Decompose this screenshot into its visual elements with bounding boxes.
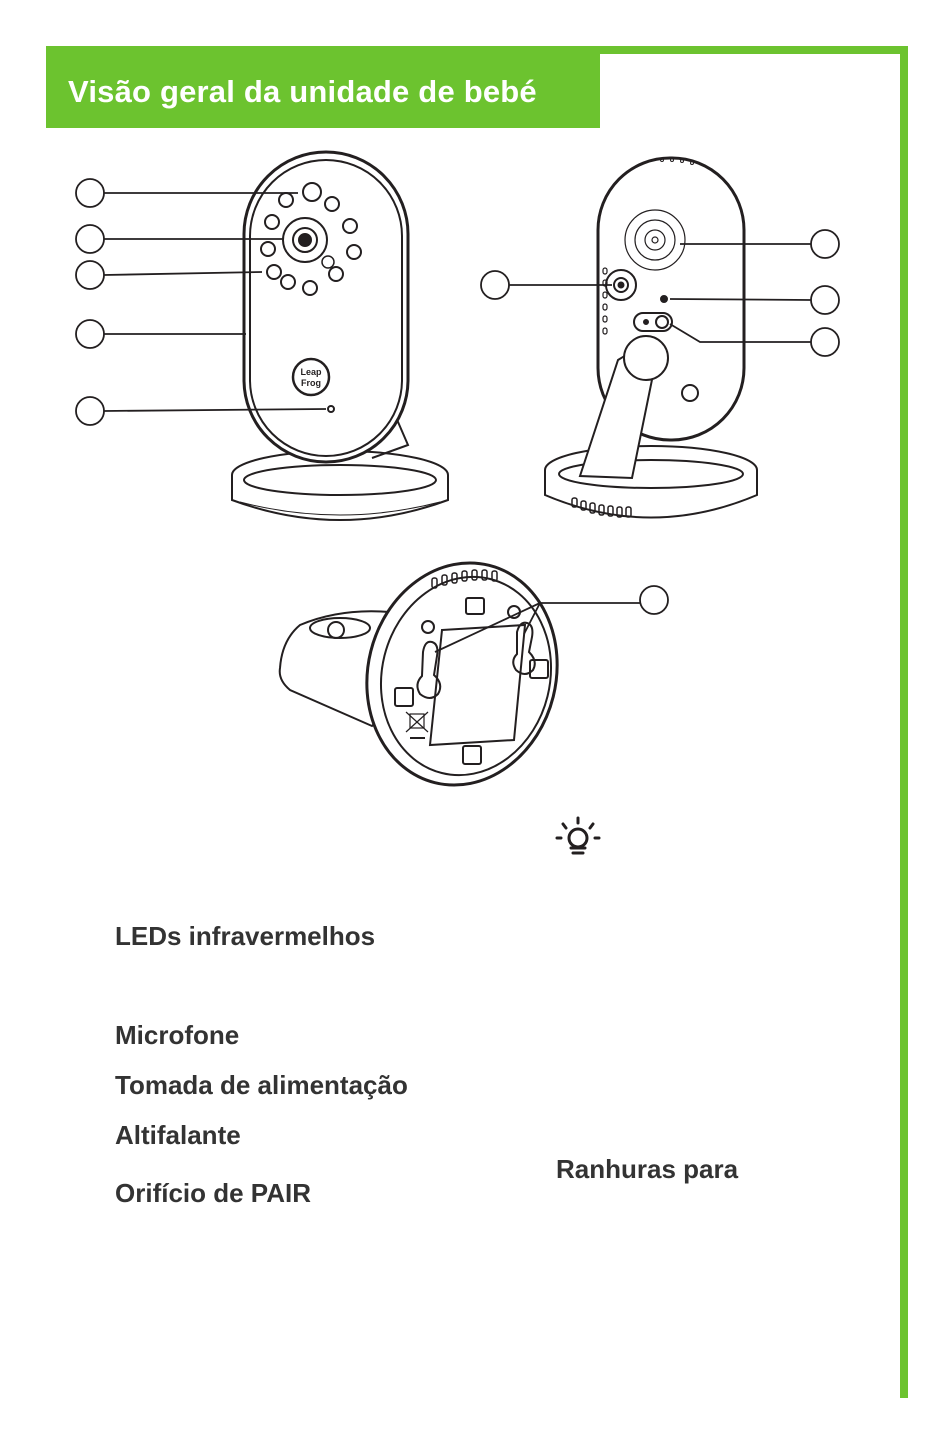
- front-view-camera: [232, 152, 448, 520]
- back-view-camera: [545, 158, 757, 518]
- svg-text:Frog: Frog: [301, 378, 321, 388]
- label-pair-hole: Orifício de PAIR: [115, 1178, 311, 1208]
- label-power-socket: Tomada de alimentação: [115, 1070, 408, 1100]
- label-infrared-leds: LEDs infravermelhos: [115, 921, 376, 951]
- svg-text:Leap: Leap: [300, 367, 322, 377]
- label-mounting-slots: Ranhuras para: [556, 1154, 739, 1184]
- speaker-grille: [625, 210, 685, 270]
- leapfrog-logo: [300, 367, 322, 388]
- label-speaker: Altifalante: [115, 1120, 241, 1150]
- label-microphone: Microfone: [115, 1020, 240, 1050]
- page-title: Visão geral da unidade de bebé: [68, 74, 537, 109]
- bottom-view-camera: [280, 543, 581, 806]
- light-bulb-icon: [557, 818, 599, 853]
